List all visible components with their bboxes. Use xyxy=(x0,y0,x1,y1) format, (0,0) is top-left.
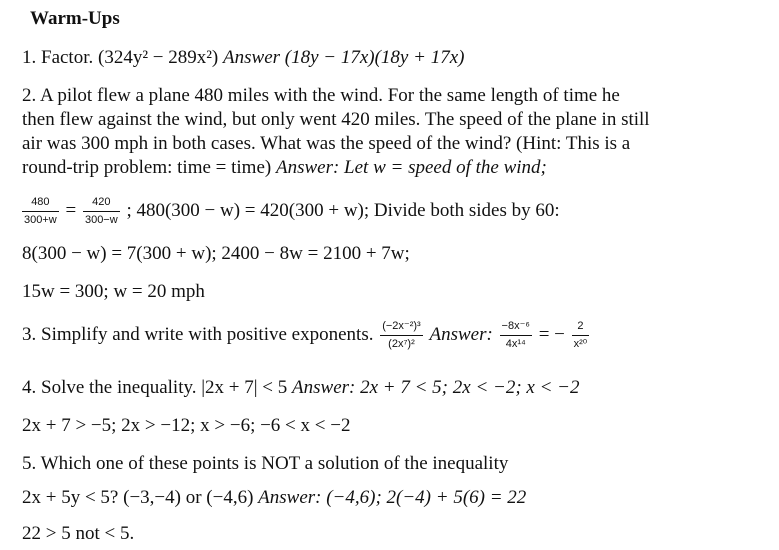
problem-2-line-4 xyxy=(22,156,547,180)
problem-3-expression: $\frac{\text{(−2x⁻²)³}}{\text{(2x⁷)²}}$ xyxy=(382,320,421,351)
problem-2-line-3: air was 300 mph in both cases. What was the speed of the wind? (Hint: This is a xyxy=(22,133,631,154)
problem-2-hint-end: round-trip problem: time = time) xyxy=(22,157,272,178)
problem-3-final-fraction: $\frac{2}{\text{x²⁰}}$ xyxy=(573,320,588,351)
problem-3 xyxy=(22,318,591,352)
problem-2-equation xyxy=(20,194,560,228)
problem-5-line-2 xyxy=(22,486,526,510)
problem-5-question: 2x + 5y < 5? (−3,−4) or (−4,6) xyxy=(22,487,254,508)
fraction-420: $\frac{420}{300-w}$ xyxy=(84,196,118,227)
equation-tail: ; 480(300 − w) = 420(300 + w); Divide both sides by 60: xyxy=(126,200,560,221)
problem-3-prompt: 3. Simplify and write with positive exponents. xyxy=(22,324,374,345)
fraction-equals: = xyxy=(65,200,77,221)
warmups-heading: Warm-Ups xyxy=(30,8,120,29)
problem-1 xyxy=(22,46,464,70)
problem-2-step-3: 15w = 300; w = 20 mph xyxy=(22,281,205,302)
problem-2-step-2: 8(300 − w) = 7(300 + w); 2400 − 8w = 2100 + 7w; xyxy=(22,243,410,264)
problem-1-answer: Answer (18y − 17x)(18y + 17x) xyxy=(223,47,465,68)
problem-3-answer-label: Answer: xyxy=(429,324,493,345)
problem-2-line-2: then flew against the wind, but only went 420 miles. The speed of the plane in still xyxy=(22,109,650,130)
problem-4-answer: Answer: 2x + 7 < 5; 2x < −2; x < −2 xyxy=(292,377,580,398)
problem-4 xyxy=(22,376,580,400)
problem-4-line-2: 2x + 7 > −5; 2x > −12; x > −6; −6 < x < −2 xyxy=(22,415,351,436)
problem-1-text: 1. Factor. (324y² − 289x²) xyxy=(22,47,219,68)
fraction-480: $\frac{480}{300+w}$ xyxy=(24,196,57,227)
problem-2-answer-intro: Answer: Let w = speed of the wind; xyxy=(275,157,547,178)
problem-5-answer: Answer: (−4,6); 2(−4) + 5(6) = 22 xyxy=(258,487,527,508)
problem-3-answer-fraction: $\frac{\text{−8x⁻⁶}}{\text{4x¹⁴}}$ xyxy=(501,320,530,351)
problem-5-line-1: 5. Which one of these points is NOT a solution of the inequality xyxy=(22,453,509,474)
problem-4-text: 4. Solve the inequality. |2x + 7| < 5 xyxy=(22,377,288,398)
problem-2-line-1: 2. A pilot flew a plane 480 miles with the wind. For the same length of time he xyxy=(22,85,620,106)
problem-3-equals: = − xyxy=(538,324,565,345)
problem-5-line-3: 22 > 5 not < 5. xyxy=(22,523,135,544)
